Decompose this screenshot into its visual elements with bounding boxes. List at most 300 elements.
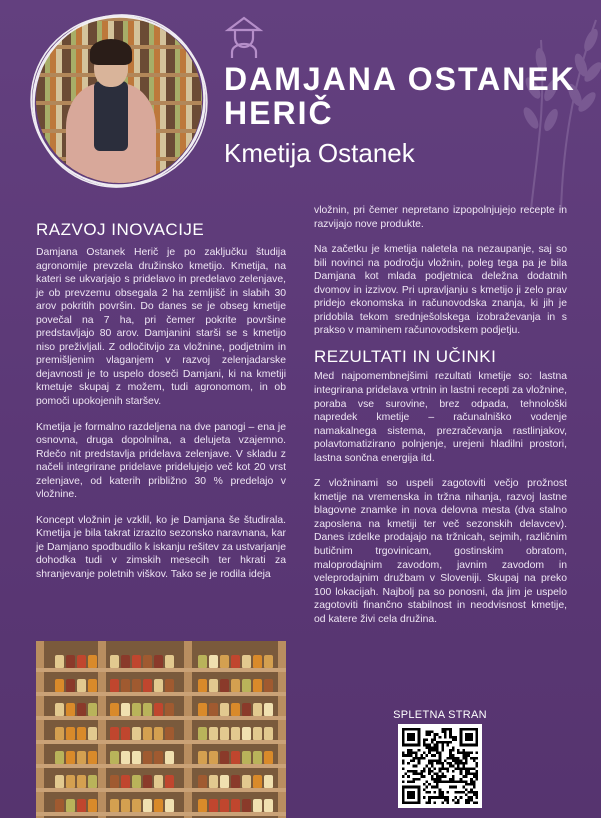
qr-module	[420, 757, 423, 760]
jar	[154, 751, 163, 764]
qr-module	[454, 780, 457, 783]
qr-module	[465, 799, 468, 802]
qr-module	[468, 791, 471, 794]
qr-module	[452, 778, 455, 781]
qr-module	[426, 754, 429, 757]
jar	[253, 775, 262, 788]
qr-module	[439, 796, 442, 799]
qr-module	[462, 791, 465, 794]
qr-module	[428, 731, 431, 734]
qr-module	[428, 744, 431, 747]
qr-module	[426, 746, 429, 749]
qr-module	[470, 752, 473, 755]
qr-module	[433, 746, 436, 749]
jar	[55, 751, 64, 764]
qr-module	[433, 801, 436, 804]
qr-module	[452, 746, 455, 749]
jar	[253, 751, 262, 764]
qr-module	[468, 799, 471, 802]
qr-module	[433, 736, 436, 739]
qr-module	[452, 765, 455, 768]
qr-module	[449, 762, 452, 765]
innovation-paragraph-2: Kmetija je formalno razdeljena na dve panogi – ena je osnovna, druga dopolnilna, a delujeta vzajemno. Rdečo nit predstavlja pridelava zelenjave. V skladu z načeli integrirane pridelave pridelujejo več kot 20 vrst zelenjave, od katerih približno 30 % predelajo v vložnine.	[36, 421, 286, 501]
qr-module	[431, 786, 434, 789]
qr-module	[441, 731, 444, 734]
qr-module	[433, 744, 436, 747]
qr-module	[426, 733, 429, 736]
qr-module	[423, 775, 426, 778]
qr-module	[431, 775, 434, 778]
qr-module	[454, 796, 457, 799]
qr-module	[410, 759, 413, 762]
jar	[242, 679, 251, 692]
qr-module	[428, 752, 431, 755]
jar	[231, 727, 240, 740]
jar	[110, 703, 119, 716]
jar	[242, 775, 251, 788]
qr-module	[462, 780, 465, 783]
jar	[66, 751, 75, 764]
jar	[77, 679, 86, 692]
shelf-board	[36, 668, 286, 672]
jar	[132, 799, 141, 812]
qr-module	[418, 778, 421, 781]
qr-module	[452, 799, 455, 802]
qr-module	[462, 786, 465, 789]
jar	[55, 703, 64, 716]
qr-module	[457, 765, 460, 768]
qr-module	[412, 773, 415, 776]
qr-module	[475, 796, 478, 799]
qr-module	[433, 786, 436, 789]
qr-module	[449, 752, 452, 755]
jar	[154, 799, 163, 812]
qr-module	[439, 780, 442, 783]
shelf-board	[36, 788, 286, 792]
jar	[88, 751, 97, 764]
qr-module	[412, 757, 415, 760]
qr-module	[457, 762, 460, 765]
jar	[110, 799, 119, 812]
qr-module	[415, 770, 418, 773]
qr-module	[405, 754, 408, 757]
qr-module	[441, 791, 444, 794]
qr-module	[475, 775, 478, 778]
jar	[231, 679, 240, 692]
qr-module	[462, 754, 465, 757]
qr-module	[402, 762, 405, 765]
results-paragraph-2: Z vložninami so uspeli zagotoviti večjo prožnost kmetije na vremenska in tržna nihanja, razvoj lastne blagovne znamke in nova delovna mesta (dva stalno zaposlena na kmetiji ter več sezonskih delavcev). Danes izdelke prodajajo na tržnicah, sejmih, različnim butičnim trgovinicam, gostinskim obratom, maloprodajnim zavodom, javnim zavodom in veleprodajnim družbam v Sloveniji. Skupaj na preko 100 lokacijah. Najbolj pa so ponosni, da jim je uspelo zagotoviti finančno stabilnost in neodvisnost kmetije, od katere živi cela družina.	[314, 478, 567, 625]
jar	[165, 703, 174, 716]
qr-module	[475, 765, 478, 768]
shelves-photo	[36, 641, 286, 818]
qr-module	[465, 783, 468, 786]
jar	[220, 703, 229, 716]
qr-module	[428, 767, 431, 770]
portrait-ring	[26, 8, 212, 194]
qr-module	[447, 741, 450, 744]
qr-module	[473, 767, 476, 770]
qr-module	[441, 801, 444, 804]
jar	[66, 727, 75, 740]
qr-module	[423, 757, 426, 760]
innovation-heading: RAZVOJ INOVACIJE	[36, 220, 205, 239]
results-heading: REZULTATI IN UČINKI	[314, 346, 497, 366]
qr-module	[415, 752, 418, 755]
qr-module	[410, 780, 413, 783]
right-column	[314, 204, 567, 638]
qr-module	[470, 791, 473, 794]
qr-module	[470, 799, 473, 802]
jar	[88, 679, 97, 692]
qr-module	[407, 762, 410, 765]
qr-module	[457, 799, 460, 802]
qr-module	[407, 770, 410, 773]
shelf-board	[36, 812, 286, 816]
qr-module	[431, 796, 434, 799]
qr-module	[441, 775, 444, 778]
qr-module	[468, 796, 471, 799]
jar	[253, 727, 262, 740]
qr-module	[470, 773, 473, 776]
jar	[154, 679, 163, 692]
qr-module	[431, 746, 434, 749]
qr-module	[473, 786, 476, 789]
qr-module	[454, 738, 457, 741]
jar	[110, 751, 119, 764]
qr-module	[457, 767, 460, 770]
qr-module	[439, 759, 442, 762]
qr-module	[402, 780, 405, 783]
qr-module	[433, 780, 436, 783]
qr-module	[415, 754, 418, 757]
qr-module	[426, 765, 429, 768]
qr-module	[441, 746, 444, 749]
qr-module	[468, 773, 471, 776]
qr-module	[465, 767, 468, 770]
qr-module	[444, 759, 447, 762]
qr-module	[431, 731, 434, 734]
qr-module	[452, 786, 455, 789]
qr-module	[457, 801, 460, 804]
qr-module	[452, 754, 455, 757]
qr-module	[470, 796, 473, 799]
jar	[121, 703, 130, 716]
jar	[253, 799, 262, 812]
qr-module	[431, 741, 434, 744]
qr-module	[462, 775, 465, 778]
qr-module	[444, 736, 447, 739]
qr-module	[426, 744, 429, 747]
qr-module	[473, 791, 476, 794]
qr-module	[465, 775, 468, 778]
qr-module	[454, 786, 457, 789]
qr-code[interactable]	[398, 724, 482, 808]
jar	[77, 655, 86, 668]
qr-module	[457, 791, 460, 794]
jar	[209, 751, 218, 764]
qr-module	[470, 778, 473, 781]
website-label: SPLETNA STRAN	[393, 709, 487, 721]
qr-module	[410, 749, 413, 752]
qr-module	[457, 752, 460, 755]
qr-module	[433, 773, 436, 776]
qr-module	[439, 767, 442, 770]
qr-module	[441, 762, 444, 765]
jar	[154, 775, 163, 788]
jar	[77, 703, 86, 716]
qr-module	[444, 741, 447, 744]
jar	[143, 751, 152, 764]
qr-module	[431, 762, 434, 765]
qr-module	[449, 765, 452, 768]
qr-module	[457, 749, 460, 752]
jar	[165, 727, 174, 740]
qr-module	[475, 773, 478, 776]
qr-module	[431, 749, 434, 752]
shelf-board	[36, 692, 286, 696]
qr-module	[454, 762, 457, 765]
qr-module	[449, 786, 452, 789]
qr-module	[428, 762, 431, 765]
qr-module	[444, 775, 447, 778]
qr-module	[473, 794, 476, 797]
jar	[198, 799, 207, 812]
jar	[253, 655, 262, 668]
qr-module	[470, 767, 473, 770]
qr-module	[452, 770, 455, 773]
qr-module	[428, 749, 431, 752]
jar	[143, 655, 152, 668]
qr-module	[428, 783, 431, 786]
qr-module	[475, 757, 478, 760]
qr-module	[465, 788, 468, 791]
qr-module	[423, 767, 426, 770]
qr-module	[465, 801, 468, 804]
qr-module	[447, 780, 450, 783]
qr-module	[426, 731, 429, 734]
jar	[264, 751, 273, 764]
qr-module	[460, 767, 463, 770]
jar	[209, 655, 218, 668]
qr-module	[415, 778, 418, 781]
qr-module	[418, 757, 421, 760]
qr-module	[439, 757, 442, 760]
qr-module	[470, 757, 473, 760]
qr-module	[426, 786, 429, 789]
qr-module	[433, 759, 436, 762]
shelf-board	[36, 740, 286, 744]
jar	[88, 775, 97, 788]
qr-module	[457, 759, 460, 762]
jar	[220, 655, 229, 668]
jar	[154, 655, 163, 668]
qr-module	[433, 738, 436, 741]
qr-module	[465, 762, 468, 765]
qr-module	[412, 780, 415, 783]
qr-module	[439, 791, 442, 794]
qr-module	[447, 796, 450, 799]
jar	[132, 703, 141, 716]
qr-module	[439, 741, 442, 744]
qr-module	[449, 754, 452, 757]
jar	[209, 775, 218, 788]
qr-module	[433, 778, 436, 781]
qr-module	[423, 770, 426, 773]
qr-module	[465, 780, 468, 783]
jar	[132, 679, 141, 692]
jar	[55, 775, 64, 788]
qr-module	[420, 773, 423, 776]
qr-module	[439, 752, 442, 755]
jar	[165, 655, 174, 668]
qr-module	[426, 780, 429, 783]
qr-module	[420, 770, 423, 773]
qr-module	[460, 778, 463, 781]
qr-module	[436, 759, 439, 762]
qr-module	[428, 799, 431, 802]
qr-module	[454, 767, 457, 770]
name-line-2: HERIČ	[224, 95, 334, 131]
qr-module	[444, 767, 447, 770]
jar	[66, 655, 75, 668]
qr-module	[460, 759, 463, 762]
qr-module	[444, 728, 447, 731]
qr-module	[452, 749, 455, 752]
qr-module	[441, 744, 444, 747]
qr-module	[468, 770, 471, 773]
qr-module	[475, 801, 478, 804]
jar	[88, 655, 97, 668]
qr-module	[436, 762, 439, 765]
jar	[165, 679, 174, 692]
jar	[165, 799, 174, 812]
qr-module	[457, 757, 460, 760]
qr-module	[447, 767, 450, 770]
qr-module	[447, 728, 450, 731]
jar	[143, 799, 152, 812]
jar	[231, 775, 240, 788]
qr-module	[441, 767, 444, 770]
jar	[231, 751, 240, 764]
qr-module	[423, 783, 426, 786]
qr-module	[415, 757, 418, 760]
qr-module	[439, 794, 442, 797]
jar	[220, 751, 229, 764]
qr-module	[436, 783, 439, 786]
qr-module	[449, 778, 452, 781]
qr-module	[441, 749, 444, 752]
qr-module	[447, 770, 450, 773]
qr-module	[426, 801, 429, 804]
qr-module	[452, 757, 455, 760]
qr-module	[465, 752, 468, 755]
qr-module	[449, 736, 452, 739]
qr-module	[444, 733, 447, 736]
qr-module	[462, 752, 465, 755]
qr-module	[433, 796, 436, 799]
jar	[121, 679, 130, 692]
qr-module	[454, 801, 457, 804]
jar	[55, 799, 64, 812]
qr-module	[423, 744, 426, 747]
qr-module	[475, 752, 478, 755]
qr-module	[473, 759, 476, 762]
qr-module	[439, 770, 442, 773]
qr-module	[470, 788, 473, 791]
jar	[88, 799, 97, 812]
qr-module	[436, 733, 439, 736]
qr-module	[436, 744, 439, 747]
jar	[242, 751, 251, 764]
qr-module	[405, 773, 408, 776]
qr-module	[410, 754, 413, 757]
jar	[220, 679, 229, 692]
qr-module	[439, 736, 442, 739]
qr-module	[428, 773, 431, 776]
jar	[264, 799, 273, 812]
qr-module	[436, 749, 439, 752]
qr-module	[402, 754, 405, 757]
qr-module	[426, 791, 429, 794]
qr-module	[465, 794, 468, 797]
qr-module	[439, 762, 442, 765]
qr-module	[460, 791, 463, 794]
qr-module	[475, 794, 478, 797]
jar	[110, 679, 119, 692]
qr-module	[439, 775, 442, 778]
jar	[242, 703, 251, 716]
jar	[253, 679, 262, 692]
jar	[264, 727, 273, 740]
jar	[132, 727, 141, 740]
jar	[110, 655, 119, 668]
qr-module	[418, 762, 421, 765]
qr-module	[444, 799, 447, 802]
qr-module	[441, 780, 444, 783]
qr-module	[441, 773, 444, 776]
jar	[198, 679, 207, 692]
qr-module	[412, 770, 415, 773]
qr-module	[475, 770, 478, 773]
qr-module	[433, 754, 436, 757]
qr-module	[475, 778, 478, 781]
qr-module	[441, 741, 444, 744]
jar	[66, 679, 75, 692]
jar	[198, 775, 207, 788]
qr-module	[473, 757, 476, 760]
qr-module	[415, 765, 418, 768]
jar	[77, 799, 86, 812]
qr-module	[423, 738, 426, 741]
jar	[220, 799, 229, 812]
jar	[77, 727, 86, 740]
jar	[132, 775, 141, 788]
qr-module	[428, 796, 431, 799]
jar	[132, 751, 141, 764]
qr-module	[410, 770, 413, 773]
name-line-1: DAMJANA OSTANEK	[224, 61, 576, 97]
jar	[198, 751, 207, 764]
jar	[242, 655, 251, 668]
jar	[110, 727, 119, 740]
qr-finder	[465, 733, 473, 741]
qr-module	[412, 752, 415, 755]
jar	[154, 727, 163, 740]
qr-module	[452, 738, 455, 741]
qr-module	[433, 791, 436, 794]
jar	[55, 655, 64, 668]
